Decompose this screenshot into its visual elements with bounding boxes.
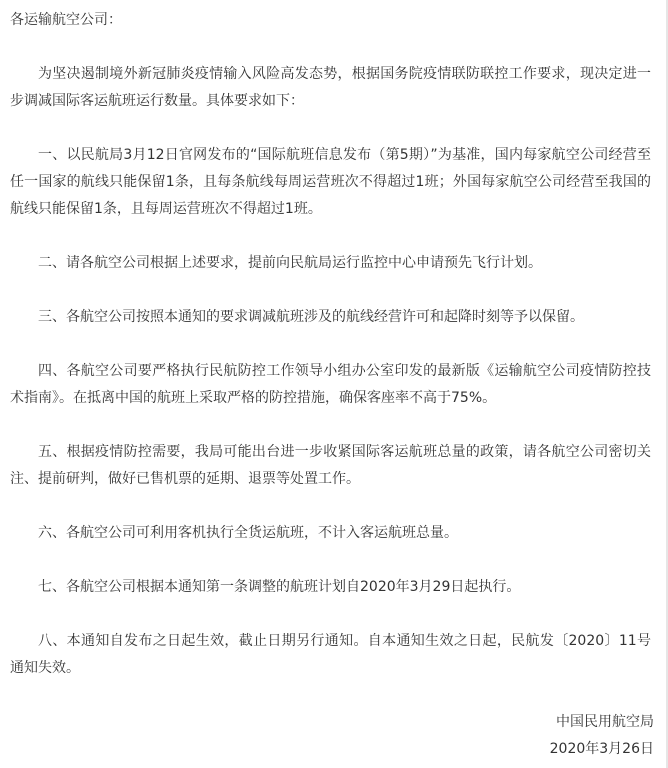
item-7-paragraph: 七、各航空公司根据本通知第一条调整的航班计划自2020年3月29日起执行。 [38, 579, 521, 595]
intro-paragraph: 为坚决遏制境外新冠肺炎疫情输入风险高发态势，根据国务院疫情联防联控工作要求，现决定进一步调减国际客运航班运行数量。具体要求如下： [10, 66, 651, 109]
item-1-paragraph: 一、以民航局3月12日官网发布的“国际航班信息发布（第5期）”为基准，国内每家航空公司经营至任一国家的航线只能保留1条，且每条航线每周运营班次不得超过1班；外国每家航空公司经营至我国的航线只能保留1条，且每周运营班次不得超过1班。 [10, 147, 651, 217]
item-6-paragraph: 六、各航空公司可利用客机执行全货运航班，不计入客运航班总量。 [38, 525, 458, 541]
item-2-paragraph: 二、请各航空公司根据上述要求，提前向民航局运行监控中心申请预先飞行计划。 [38, 255, 542, 271]
item-8-paragraph: 八、本通知自发布之日起生效，截止日期另行通知。自本通知生效之日起，民航发〔2020〕11号通知失效。 [10, 633, 651, 676]
issuer-signature: 中国民用航空局 [556, 714, 654, 730]
salutation: 各运输航空公司： [10, 12, 122, 28]
issue-date: 2020年3月26日 [549, 741, 654, 757]
item-3-paragraph: 三、各航空公司按照本通知的要求调减航班涉及的航线经营许可和起降时刻等予以保留。 [38, 309, 584, 325]
item-4-paragraph: 四、各航空公司要严格执行民航防控工作领导小组办公室印发的最新版《运输航空公司疫情防控技术指南》。在抵离中国的航班上采取严格的防控措施，确保客座率不高于75%。 [10, 363, 651, 406]
item-5-paragraph: 五、根据疫情防控需要，我局可能出台进一步收紧国际客运航班总量的政策，请各航空公司密切关注、提前研判，做好已售机票的延期、退票等处置工作。 [10, 444, 651, 487]
